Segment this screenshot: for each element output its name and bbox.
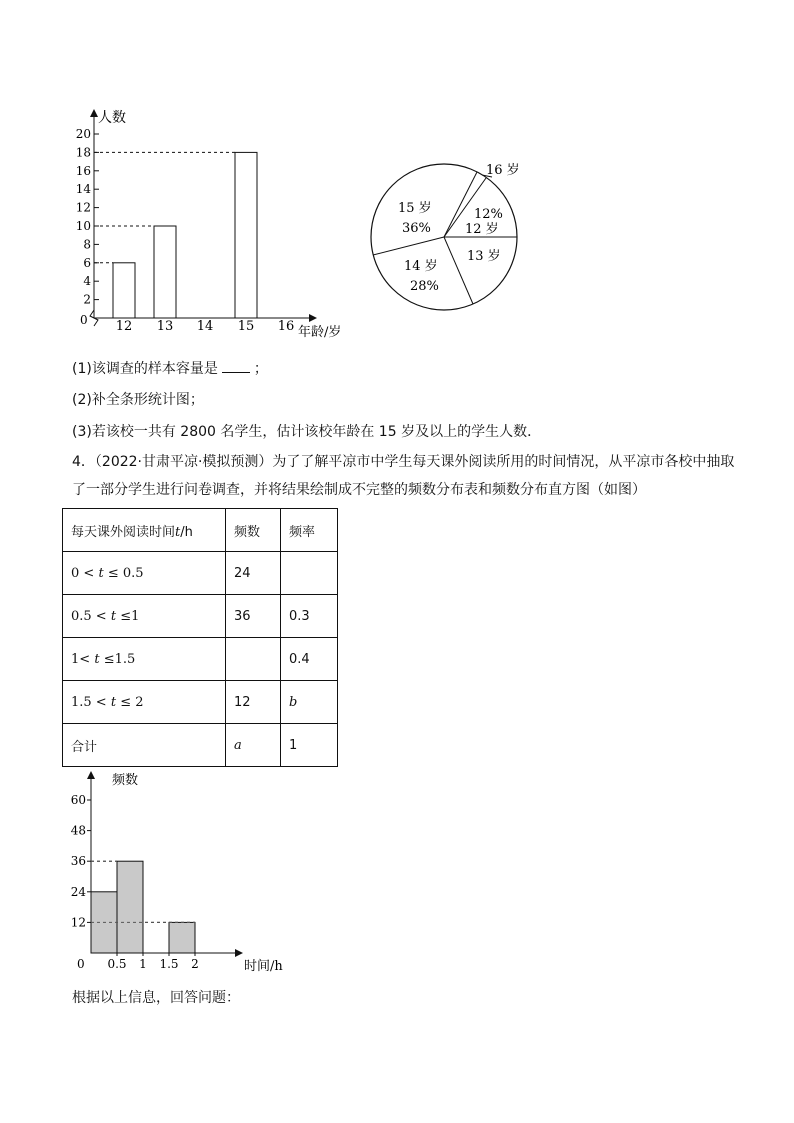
count-cell: a <box>226 724 281 767</box>
frequency-table <box>62 508 338 767</box>
question-1-text: (1)该调查的样本容量是 <box>72 361 218 377</box>
age-bar-chart <box>76 109 342 340</box>
freq-cell: 0.3 <box>281 595 338 638</box>
pie-pct-14: 28% <box>410 279 439 294</box>
y-tick-label: 16 <box>75 163 91 178</box>
x-tick-label: 2 <box>191 957 199 971</box>
pie-slice-divider <box>373 237 444 255</box>
pie-slice-divider <box>444 237 473 304</box>
problem-4-intro <box>72 448 752 504</box>
problem-4-line-2: 了一部分学生进行问卷调查，并将结果绘制成不完整的频数分布表和频数分布直方图（如图） <box>72 482 646 498</box>
question-3: (3)若该校一共有 2800 名学生，估计该校年龄在 15 岁及以上的学生人数． <box>72 424 542 440</box>
x-tick-label: 0.5 <box>107 957 127 971</box>
bar-ylabel: 人数 <box>98 110 126 126</box>
bar-15 <box>235 152 257 318</box>
hist-origin: 0 <box>77 957 85 971</box>
x-tick-label: 16 <box>277 319 295 334</box>
hist-xlabel: 时间/h <box>244 959 283 974</box>
y-tick-label: 4 <box>83 274 91 289</box>
hist-ylabel: 频数 <box>112 773 139 788</box>
y-tick-label: 8 <box>83 237 91 252</box>
pie-pct-12: 12% <box>474 207 503 222</box>
y-tick-label: 12 <box>75 200 91 215</box>
count-cell: 12 <box>226 681 281 724</box>
x-tick-label: 14 <box>196 319 214 334</box>
bar-xlabel: 年龄/岁 <box>298 325 342 340</box>
pie-label-15: 15 岁 <box>398 201 432 216</box>
y-tick-label: 10 <box>75 219 91 233</box>
pie-label-16: 16 岁 <box>486 163 520 178</box>
x-tick-label: 1 <box>139 957 147 971</box>
question-1-end: ； <box>253 361 268 377</box>
footer-prompt: 根据以上信息，回答问题： <box>72 990 240 1006</box>
x-tick-label: 13 <box>156 319 174 334</box>
y-tick-label: 24 <box>70 884 86 899</box>
y-tick-label: 36 <box>70 854 86 869</box>
x-tick-label: 15 <box>237 319 255 334</box>
table-row <box>63 681 338 724</box>
reading-time-histogram <box>71 772 284 974</box>
pie-label-13: 13 岁 <box>467 249 501 264</box>
question-1 <box>72 358 268 378</box>
freq-cell: b <box>281 681 338 724</box>
count-cell: 36 <box>226 595 281 638</box>
age-pie-chart <box>371 162 520 310</box>
table-total-row <box>63 724 338 767</box>
y-tick-label: 60 <box>70 793 86 807</box>
table-row <box>63 595 338 638</box>
y-tick-label: 18 <box>75 145 91 160</box>
y-tick-label: 14 <box>75 182 91 197</box>
y-tick-label: 20 <box>75 127 91 141</box>
total-label: 合计 <box>63 724 226 767</box>
count-cell <box>226 638 281 681</box>
table-row <box>63 638 338 681</box>
bar-13 <box>154 226 176 318</box>
hist-bar <box>169 922 195 953</box>
answer-blank <box>222 360 250 373</box>
header-time: 每天课外阅读时间t/h <box>63 509 226 552</box>
question-2: (2)补全条形统计图； <box>72 392 204 408</box>
count-cell: 24 <box>226 552 281 595</box>
range-cell: 1.5 < t ≤ 2 <box>63 681 226 724</box>
problem-4-line-1: 4．（2022·甘肃平凉·模拟预测）为了了解平凉市中学生每天课外阅读所用的时间情况，从平凉市各校中抽取 <box>72 454 735 470</box>
pie-pct-15: 36% <box>402 221 431 236</box>
pie-label-14: 14 岁 <box>404 259 438 274</box>
range-cell: 0.5 < t ≤1 <box>63 595 226 638</box>
x-tick-label: 12 <box>115 319 133 334</box>
header-freq: 频率 <box>281 509 338 552</box>
hist-bar <box>117 861 143 953</box>
pie-label-12: 12 岁 <box>465 222 499 237</box>
table-row <box>63 552 338 595</box>
range-cell: 0 < t ≤ 0.5 <box>63 552 226 595</box>
table-header-row <box>63 509 338 552</box>
freq-cell: 0.4 <box>281 638 338 681</box>
y-tick-label: 6 <box>83 255 91 270</box>
y-tick-label: 12 <box>70 915 86 930</box>
range-cell: 1< t ≤1.5 <box>63 638 226 681</box>
y-tick-label: 48 <box>70 823 86 838</box>
bar-12 <box>113 263 135 318</box>
bar-origin: 0 <box>80 313 88 327</box>
freq-cell <box>281 552 338 595</box>
x-tick-label: 1.5 <box>159 957 179 971</box>
freq-cell: 1 <box>281 724 338 767</box>
y-tick-label: 2 <box>83 292 91 307</box>
header-count: 频数 <box>226 509 281 552</box>
